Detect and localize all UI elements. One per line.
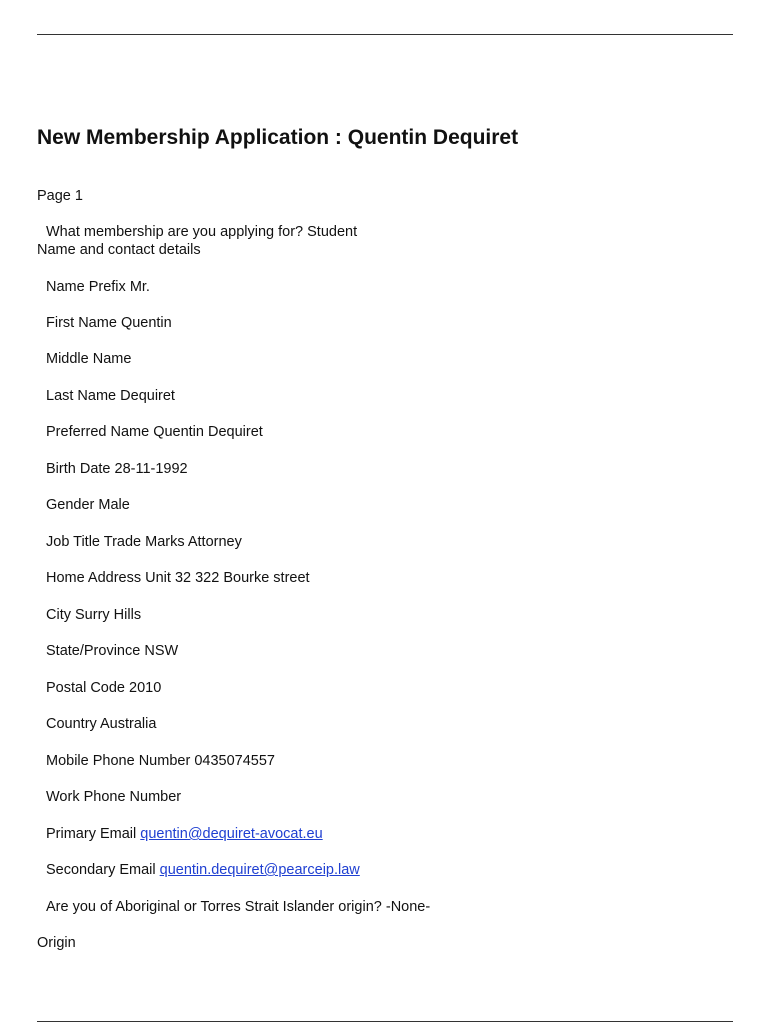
field-value: 2010 bbox=[129, 680, 162, 696]
membership-label: What membership are you applying for? bbox=[46, 224, 304, 240]
primary-email-field bbox=[46, 825, 323, 843]
gender-field bbox=[46, 496, 130, 514]
field-label: Home Address bbox=[46, 570, 142, 586]
field-label: Preferred Name bbox=[46, 424, 150, 440]
field-value: 0435074557 bbox=[194, 753, 275, 769]
membership-field bbox=[46, 223, 357, 241]
aboriginal-origin-field bbox=[46, 898, 430, 916]
page-title: New Membership Application : Quentin Dequiret bbox=[37, 126, 519, 149]
first-name-field bbox=[46, 314, 172, 332]
field-value: Male bbox=[98, 497, 130, 513]
home-address-field bbox=[46, 569, 310, 587]
middle-name-field bbox=[46, 350, 131, 368]
field-label: Country bbox=[46, 716, 97, 732]
last-name-field bbox=[46, 387, 175, 405]
field-label: Birth Date bbox=[46, 461, 111, 477]
field-value: Surry Hills bbox=[75, 607, 142, 623]
field-label: Mobile Phone Number bbox=[46, 753, 191, 769]
field-value: Trade Marks Attorney bbox=[103, 534, 242, 550]
section-heading: Name and contact details bbox=[37, 242, 201, 258]
field-value: NSW bbox=[144, 643, 179, 659]
field-label: Primary Email bbox=[46, 826, 137, 842]
country-field bbox=[46, 715, 156, 733]
field-value: Unit 32 322 Bourke street bbox=[145, 570, 310, 586]
primary-email-link[interactable]: quentin@dequiret-avocat.eu bbox=[140, 826, 323, 842]
birth-date-field bbox=[46, 460, 188, 478]
work-phone-field bbox=[46, 788, 181, 806]
field-label: Postal Code bbox=[46, 680, 125, 696]
preferred-name-field bbox=[46, 423, 263, 441]
field-value: Dequiret bbox=[120, 388, 175, 404]
field-value: Australia bbox=[100, 716, 157, 732]
field-label: Gender bbox=[46, 497, 95, 513]
field-value: 28-11-1992 bbox=[114, 461, 188, 477]
field-label: Middle Name bbox=[46, 351, 132, 367]
field-label: Job Title bbox=[46, 534, 100, 550]
field-label: State/Province bbox=[46, 643, 141, 659]
mobile-phone-field bbox=[46, 752, 275, 770]
postal-code-field bbox=[46, 679, 161, 697]
origin-label: Origin bbox=[37, 935, 76, 951]
field-label: Name Prefix bbox=[46, 279, 126, 295]
field-value: -None- bbox=[385, 899, 431, 915]
field-label: Are you of Aboriginal or Torres Strait Islander origin? bbox=[46, 899, 382, 915]
page-label: Page 1 bbox=[37, 188, 83, 204]
field-label: Last Name bbox=[46, 388, 117, 404]
field-label: Work Phone Number bbox=[46, 789, 182, 805]
top-divider bbox=[37, 34, 733, 35]
city-field bbox=[46, 606, 141, 624]
membership-value: Student bbox=[307, 224, 358, 240]
job-title-field bbox=[46, 533, 242, 551]
field-label: City bbox=[46, 607, 71, 623]
name-prefix-field bbox=[46, 278, 150, 296]
field-value: Mr. bbox=[129, 279, 150, 295]
bottom-divider bbox=[37, 1021, 733, 1022]
secondary-email-field bbox=[46, 861, 360, 879]
field-label: Secondary Email bbox=[46, 862, 156, 878]
field-label: First Name bbox=[46, 315, 117, 331]
secondary-email-link[interactable]: quentin.dequiret@pearceip.law bbox=[159, 862, 360, 878]
state-field bbox=[46, 642, 178, 660]
field-value: Quentin bbox=[120, 315, 172, 331]
field-value: Quentin Dequiret bbox=[153, 424, 263, 440]
